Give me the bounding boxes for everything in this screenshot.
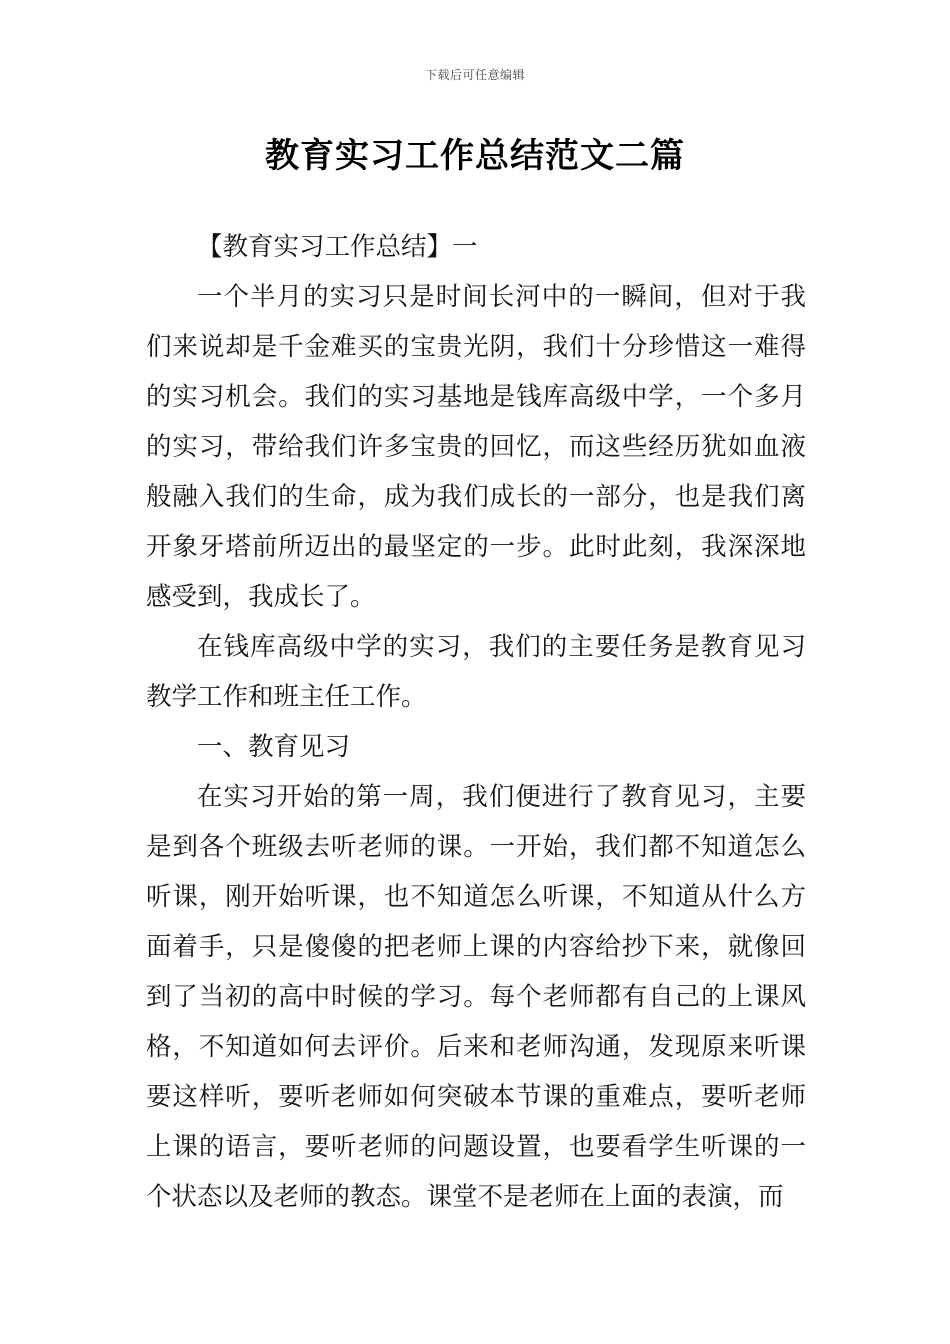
paragraph: 一个半月的实习只是时间长河中的一瞬间，但对于我们来说却是千金难买的宝贵光阴，我们十分珍惜这一难得的实习机会。我们的实习基地是钱库高级中学，一个多月的实习，带给我们许多宝贵的回忆，而这些经历犹如血液般融入我们的生命，成为我们成长的一部分，也是我们离开象牙塔前所迈出的最坚定的一步。此时此刻，我深深地感受到，我成长了。 — [146, 282, 806, 612]
section-heading: 【教育实习工作总结】一 — [197, 232, 478, 262]
subsection-heading: 一、教育见习 — [197, 732, 351, 762]
paragraph: 在钱库高级中学的实习，我们的主要任务是教育见习教学工作和班主任工作。 — [146, 632, 806, 712]
document-body — [146, 222, 806, 1222]
paragraph: 在实习开始的第一周，我们便进行了教育见习，主要是到各个班级去听老师的课。一开始，我们都不知道怎么听课，刚开始听课，也不知道怎么听课，不知道从什么方面着手，只是傻傻的把老师上课的内容给抄下来，就像回到了当初的高中时候的学习。每个老师都有自己的上课风格，不知道如何去评价。后来和老师沟通，发现原来听课要这样听，要听老师如何突破本节课的重难点，要听老师上课的语言，要听老师的问题设置，也要看学生听课的一个状态以及老师的教态。课堂不是老师在上面的表演，而 — [146, 782, 806, 1212]
header-note: 下载后可任意编辑 — [424, 68, 525, 82]
document-title: 教育实习工作总结范文二篇 — [265, 136, 685, 176]
